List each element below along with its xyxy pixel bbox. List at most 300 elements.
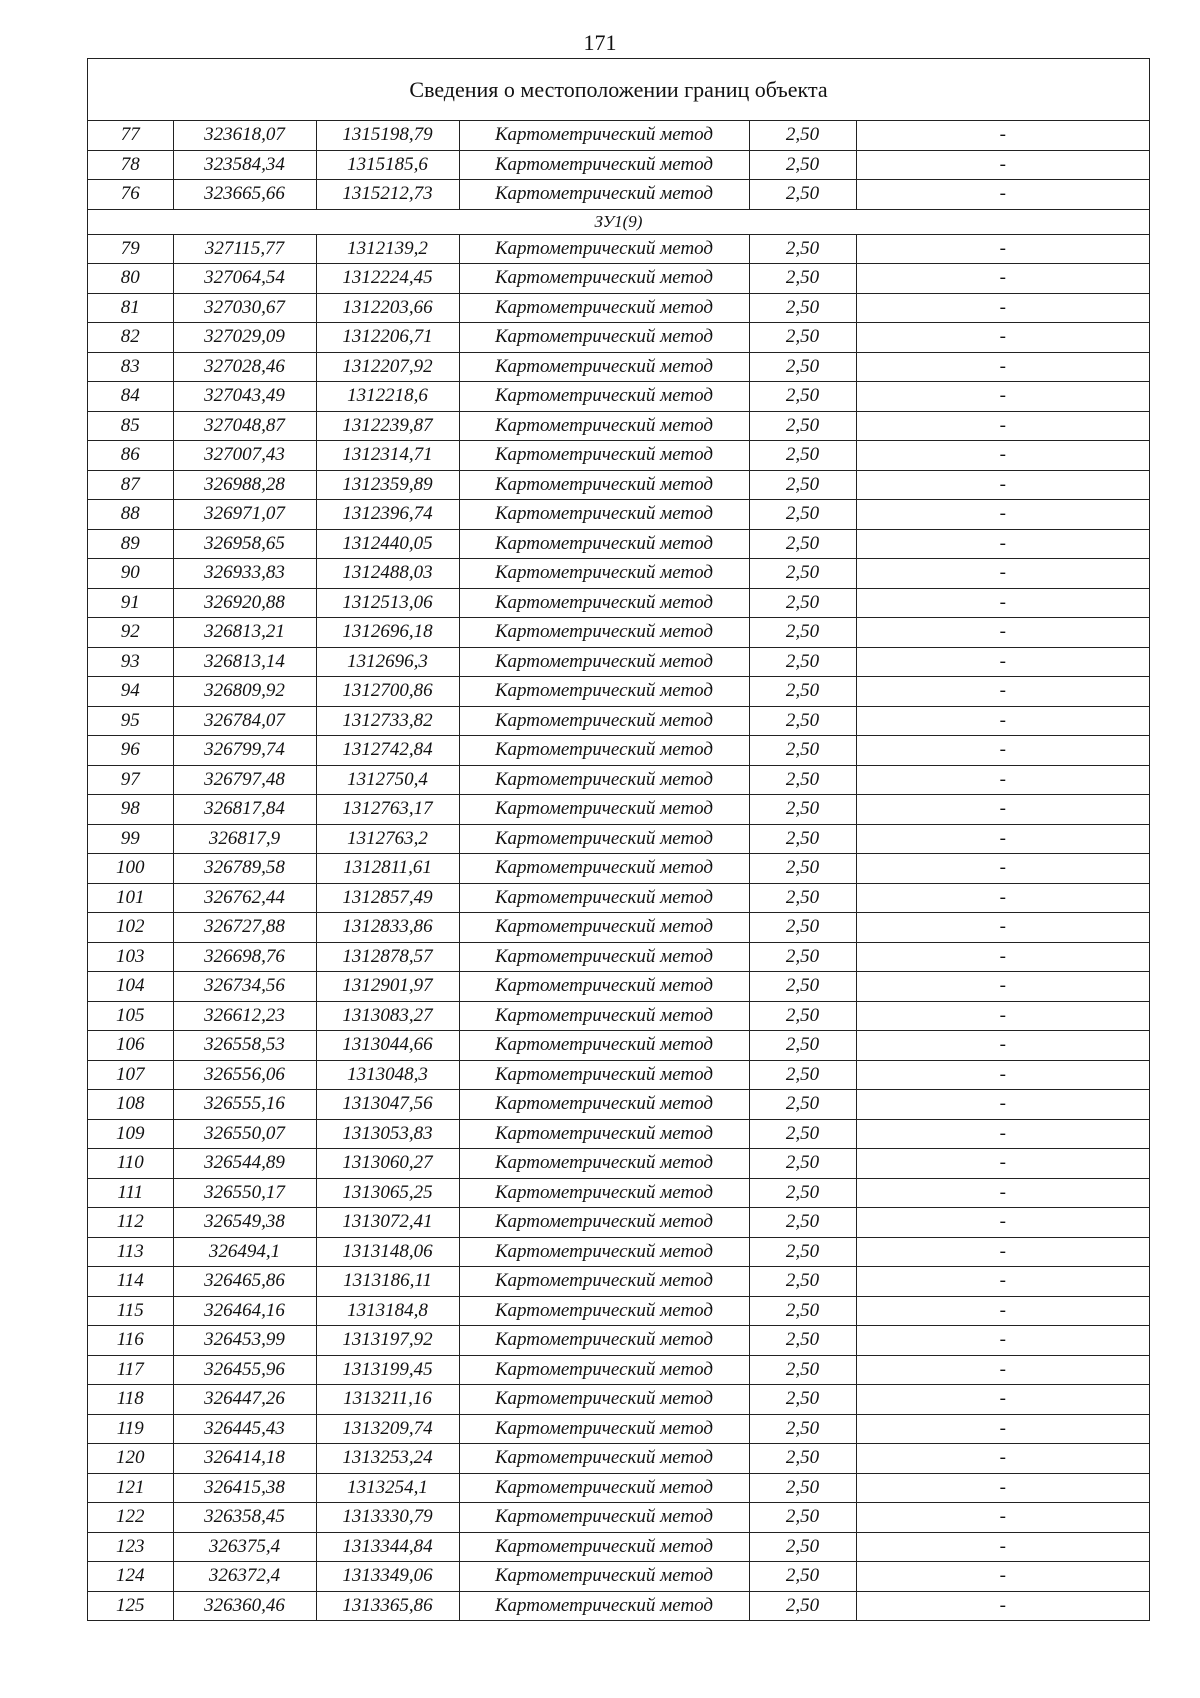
method-cell: Картометрический метод — [459, 706, 749, 736]
point-number-cell: 83 — [88, 352, 173, 382]
method-cell: Картометрический метод — [459, 1178, 749, 1208]
note-cell: - — [856, 470, 1149, 500]
table-row — [88, 913, 1149, 943]
y-coordinate-cell: 1312750,4 — [316, 765, 459, 795]
point-number-cell: 94 — [88, 677, 173, 707]
method-cell: Картометрический метод — [459, 1473, 749, 1503]
table-row — [88, 765, 1149, 795]
method-cell: Картометрический метод — [459, 1296, 749, 1326]
point-number-cell: 108 — [88, 1090, 173, 1120]
y-coordinate-cell: 1313065,25 — [316, 1178, 459, 1208]
point-number-cell: 122 — [88, 1503, 173, 1533]
point-number-cell: 91 — [88, 588, 173, 618]
y-coordinate-cell: 1313349,06 — [316, 1562, 459, 1592]
point-number-cell: 88 — [88, 500, 173, 530]
x-coordinate-cell: 326817,84 — [173, 795, 316, 825]
table-row — [88, 323, 1149, 353]
x-coordinate-cell: 326920,88 — [173, 588, 316, 618]
note-cell: - — [856, 382, 1149, 412]
method-cell: Картометрический метод — [459, 1532, 749, 1562]
x-coordinate-cell: 326789,58 — [173, 854, 316, 884]
table-row — [88, 1562, 1149, 1592]
table-row — [88, 1119, 1149, 1149]
table-row — [88, 1473, 1149, 1503]
accuracy-cell: 2,50 — [749, 411, 856, 441]
method-cell: Картометрический метод — [459, 1385, 749, 1415]
accuracy-cell: 2,50 — [749, 1178, 856, 1208]
table-row — [88, 647, 1149, 677]
method-cell: Картометрический метод — [459, 1060, 749, 1090]
table-row — [88, 1503, 1149, 1533]
table-row — [88, 1532, 1149, 1562]
method-cell: Картометрический метод — [459, 795, 749, 825]
accuracy-cell: 2,50 — [749, 470, 856, 500]
table-row — [88, 150, 1149, 180]
y-coordinate-cell: 1315198,79 — [316, 121, 459, 150]
y-coordinate-cell: 1313209,74 — [316, 1414, 459, 1444]
method-cell: Картометрический метод — [459, 1149, 749, 1179]
table-row — [88, 854, 1149, 884]
method-cell: Картометрический метод — [459, 824, 749, 854]
note-cell: - — [856, 1031, 1149, 1061]
accuracy-cell: 2,50 — [749, 854, 856, 884]
point-number-cell: 99 — [88, 824, 173, 854]
y-coordinate-cell: 1315185,6 — [316, 150, 459, 180]
accuracy-cell: 2,50 — [749, 824, 856, 854]
method-cell: Картометрический метод — [459, 854, 749, 884]
note-cell: - — [856, 1532, 1149, 1562]
method-cell: Картометрический метод — [459, 382, 749, 412]
table-row — [88, 1296, 1149, 1326]
table-row — [88, 972, 1149, 1002]
note-cell: - — [856, 1090, 1149, 1120]
note-cell: - — [856, 618, 1149, 648]
point-number-cell: 111 — [88, 1178, 173, 1208]
x-coordinate-cell: 326464,16 — [173, 1296, 316, 1326]
table-row — [88, 1178, 1149, 1208]
table-row — [88, 121, 1149, 150]
x-coordinate-cell: 326453,99 — [173, 1326, 316, 1356]
y-coordinate-cell: 1313072,41 — [316, 1208, 459, 1238]
table-row — [88, 1326, 1149, 1356]
y-coordinate-cell: 1313254,1 — [316, 1473, 459, 1503]
accuracy-cell: 2,50 — [749, 1208, 856, 1238]
point-number-cell: 114 — [88, 1267, 173, 1297]
point-number-cell: 84 — [88, 382, 173, 412]
point-number-cell: 77 — [88, 121, 173, 150]
table-row — [88, 1060, 1149, 1090]
x-coordinate-cell: 326988,28 — [173, 470, 316, 500]
x-coordinate-cell: 326612,23 — [173, 1001, 316, 1031]
table-row — [88, 1208, 1149, 1238]
method-cell: Картометрический метод — [459, 1326, 749, 1356]
note-cell: - — [856, 1208, 1149, 1238]
x-coordinate-cell: 326797,48 — [173, 765, 316, 795]
accuracy-cell: 2,50 — [749, 647, 856, 677]
method-cell: Картометрический метод — [459, 529, 749, 559]
method-cell: Картометрический метод — [459, 677, 749, 707]
method-cell: Картометрический метод — [459, 942, 749, 972]
table-row — [88, 1385, 1149, 1415]
x-coordinate-cell: 326558,53 — [173, 1031, 316, 1061]
note-cell: - — [856, 1414, 1149, 1444]
note-cell: - — [856, 1267, 1149, 1297]
table-row — [88, 1414, 1149, 1444]
method-cell: Картометрический метод — [459, 883, 749, 913]
method-cell: Картометрический метод — [459, 972, 749, 1002]
y-coordinate-cell: 1312440,05 — [316, 529, 459, 559]
x-coordinate-cell: 326817,9 — [173, 824, 316, 854]
y-coordinate-cell: 1313053,83 — [316, 1119, 459, 1149]
y-coordinate-cell: 1312763,2 — [316, 824, 459, 854]
point-number-cell: 96 — [88, 736, 173, 766]
method-cell: Картометрический метод — [459, 1031, 749, 1061]
x-coordinate-cell: 326445,43 — [173, 1414, 316, 1444]
point-number-cell: 105 — [88, 1001, 173, 1031]
accuracy-cell: 2,50 — [749, 293, 856, 323]
accuracy-cell: 2,50 — [749, 1119, 856, 1149]
accuracy-cell: 2,50 — [749, 1267, 856, 1297]
x-coordinate-cell: 326360,46 — [173, 1591, 316, 1620]
y-coordinate-cell: 1313083,27 — [316, 1001, 459, 1031]
y-coordinate-cell: 1312139,2 — [316, 234, 459, 264]
table-row — [88, 180, 1149, 210]
table-row — [88, 234, 1149, 264]
method-cell: Картометрический метод — [459, 121, 749, 150]
point-number-cell: 110 — [88, 1149, 173, 1179]
x-coordinate-cell: 326813,14 — [173, 647, 316, 677]
x-coordinate-cell: 327048,87 — [173, 411, 316, 441]
x-coordinate-cell: 326734,56 — [173, 972, 316, 1002]
accuracy-cell: 2,50 — [749, 883, 856, 913]
method-cell: Картометрический метод — [459, 1208, 749, 1238]
method-cell: Картометрический метод — [459, 1001, 749, 1031]
table-row — [88, 1444, 1149, 1474]
y-coordinate-cell: 1312314,71 — [316, 441, 459, 471]
table-row — [88, 736, 1149, 766]
x-coordinate-cell: 326556,06 — [173, 1060, 316, 1090]
x-coordinate-cell: 326813,21 — [173, 618, 316, 648]
method-cell: Картометрический метод — [459, 588, 749, 618]
table-row — [88, 264, 1149, 294]
note-cell: - — [856, 913, 1149, 943]
y-coordinate-cell: 1313047,56 — [316, 1090, 459, 1120]
method-cell: Картометрический метод — [459, 1090, 749, 1120]
method-cell: Картометрический метод — [459, 1237, 749, 1267]
accuracy-cell: 2,50 — [749, 1355, 856, 1385]
point-number-cell: 125 — [88, 1591, 173, 1620]
x-coordinate-cell: 326762,44 — [173, 883, 316, 913]
y-coordinate-cell: 1312359,89 — [316, 470, 459, 500]
y-coordinate-cell: 1312763,17 — [316, 795, 459, 825]
accuracy-cell: 2,50 — [749, 1237, 856, 1267]
x-coordinate-cell: 326494,1 — [173, 1237, 316, 1267]
y-coordinate-cell: 1313199,45 — [316, 1355, 459, 1385]
note-cell: - — [856, 1237, 1149, 1267]
accuracy-cell: 2,50 — [749, 1414, 856, 1444]
note-cell: - — [856, 854, 1149, 884]
accuracy-cell: 2,50 — [749, 1296, 856, 1326]
note-cell: - — [856, 1296, 1149, 1326]
x-coordinate-cell: 323618,07 — [173, 121, 316, 150]
x-coordinate-cell: 326958,65 — [173, 529, 316, 559]
point-number-cell: 81 — [88, 293, 173, 323]
y-coordinate-cell: 1313197,92 — [316, 1326, 459, 1356]
x-coordinate-cell: 327028,46 — [173, 352, 316, 382]
table-row — [88, 352, 1149, 382]
point-number-cell: 86 — [88, 441, 173, 471]
point-number-cell: 115 — [88, 1296, 173, 1326]
note-cell: - — [856, 795, 1149, 825]
method-cell: Картометрический метод — [459, 1503, 749, 1533]
accuracy-cell: 2,50 — [749, 1090, 856, 1120]
y-coordinate-cell: 1312733,82 — [316, 706, 459, 736]
note-cell: - — [856, 1355, 1149, 1385]
accuracy-cell: 2,50 — [749, 1562, 856, 1592]
note-cell: - — [856, 1060, 1149, 1090]
table-title: Сведения о местоположении границ объекта — [88, 59, 1149, 121]
note-cell: - — [856, 352, 1149, 382]
x-coordinate-cell: 327064,54 — [173, 264, 316, 294]
table-row — [88, 1591, 1149, 1620]
x-coordinate-cell: 326784,07 — [173, 706, 316, 736]
x-coordinate-cell: 326555,16 — [173, 1090, 316, 1120]
note-cell: - — [856, 500, 1149, 530]
table-row — [88, 618, 1149, 648]
y-coordinate-cell: 1312396,74 — [316, 500, 459, 530]
y-coordinate-cell: 1312857,49 — [316, 883, 459, 913]
note-cell: - — [856, 121, 1149, 150]
table-row — [88, 293, 1149, 323]
table-row — [88, 706, 1149, 736]
note-cell: - — [856, 1562, 1149, 1592]
accuracy-cell: 2,50 — [749, 500, 856, 530]
note-cell: - — [856, 677, 1149, 707]
section-row — [88, 209, 1149, 234]
x-coordinate-cell: 326549,38 — [173, 1208, 316, 1238]
method-cell: Картометрический метод — [459, 500, 749, 530]
point-number-cell: 78 — [88, 150, 173, 180]
x-coordinate-cell: 326414,18 — [173, 1444, 316, 1474]
y-coordinate-cell: 1313148,06 — [316, 1237, 459, 1267]
method-cell: Картометрический метод — [459, 1355, 749, 1385]
table-row — [88, 942, 1149, 972]
y-coordinate-cell: 1312833,86 — [316, 913, 459, 943]
note-cell: - — [856, 234, 1149, 264]
accuracy-cell: 2,50 — [749, 706, 856, 736]
accuracy-cell: 2,50 — [749, 795, 856, 825]
point-number-cell: 112 — [88, 1208, 173, 1238]
x-coordinate-cell: 327115,77 — [173, 234, 316, 264]
accuracy-cell: 2,50 — [749, 1532, 856, 1562]
method-cell: Картометрический метод — [459, 352, 749, 382]
y-coordinate-cell: 1312878,57 — [316, 942, 459, 972]
y-coordinate-cell: 1312696,3 — [316, 647, 459, 677]
note-cell: - — [856, 293, 1149, 323]
x-coordinate-cell: 327043,49 — [173, 382, 316, 412]
table-row — [88, 1001, 1149, 1031]
x-coordinate-cell: 326727,88 — [173, 913, 316, 943]
x-coordinate-cell: 326933,83 — [173, 559, 316, 589]
accuracy-cell: 2,50 — [749, 765, 856, 795]
accuracy-cell: 2,50 — [749, 1473, 856, 1503]
x-coordinate-cell: 326809,92 — [173, 677, 316, 707]
y-coordinate-cell: 1312218,6 — [316, 382, 459, 412]
method-cell: Картометрический метод — [459, 323, 749, 353]
point-number-cell: 118 — [88, 1385, 173, 1415]
y-coordinate-cell: 1312224,45 — [316, 264, 459, 294]
accuracy-cell: 2,50 — [749, 1591, 856, 1620]
note-cell: - — [856, 1326, 1149, 1356]
point-number-cell: 120 — [88, 1444, 173, 1474]
note-cell: - — [856, 736, 1149, 766]
point-number-cell: 123 — [88, 1532, 173, 1562]
x-coordinate-cell: 326550,07 — [173, 1119, 316, 1149]
method-cell: Картометрический метод — [459, 1267, 749, 1297]
point-number-cell: 104 — [88, 972, 173, 1002]
note-cell: - — [856, 150, 1149, 180]
note-cell: - — [856, 647, 1149, 677]
note-cell: - — [856, 1385, 1149, 1415]
x-coordinate-cell: 326544,89 — [173, 1149, 316, 1179]
y-coordinate-cell: 1313344,84 — [316, 1532, 459, 1562]
point-number-cell: 76 — [88, 180, 173, 210]
point-number-cell: 85 — [88, 411, 173, 441]
x-coordinate-cell: 323584,34 — [173, 150, 316, 180]
point-number-cell: 109 — [88, 1119, 173, 1149]
accuracy-cell: 2,50 — [749, 1001, 856, 1031]
boundary-points-table — [88, 121, 1149, 1620]
table-row — [88, 382, 1149, 412]
accuracy-cell: 2,50 — [749, 736, 856, 766]
x-coordinate-cell: 326455,96 — [173, 1355, 316, 1385]
method-cell: Картометрический метод — [459, 470, 749, 500]
y-coordinate-cell: 1312488,03 — [316, 559, 459, 589]
x-coordinate-cell: 326799,74 — [173, 736, 316, 766]
note-cell: - — [856, 264, 1149, 294]
note-cell: - — [856, 180, 1149, 210]
method-cell: Картометрический метод — [459, 180, 749, 210]
point-number-cell: 100 — [88, 854, 173, 884]
x-coordinate-cell: 326698,76 — [173, 942, 316, 972]
point-number-cell: 106 — [88, 1031, 173, 1061]
note-cell: - — [856, 323, 1149, 353]
accuracy-cell: 2,50 — [749, 150, 856, 180]
accuracy-cell: 2,50 — [749, 441, 856, 471]
note-cell: - — [856, 559, 1149, 589]
y-coordinate-cell: 1315212,73 — [316, 180, 459, 210]
note-cell: - — [856, 1149, 1149, 1179]
table-row — [88, 470, 1149, 500]
y-coordinate-cell: 1312696,18 — [316, 618, 459, 648]
x-coordinate-cell: 323665,66 — [173, 180, 316, 210]
y-coordinate-cell: 1313060,27 — [316, 1149, 459, 1179]
x-coordinate-cell: 326465,86 — [173, 1267, 316, 1297]
note-cell: - — [856, 529, 1149, 559]
point-number-cell: 97 — [88, 765, 173, 795]
note-cell: - — [856, 1444, 1149, 1474]
point-number-cell: 89 — [88, 529, 173, 559]
x-coordinate-cell: 326358,45 — [173, 1503, 316, 1533]
y-coordinate-cell: 1312206,71 — [316, 323, 459, 353]
y-coordinate-cell: 1312742,84 — [316, 736, 459, 766]
note-cell: - — [856, 1119, 1149, 1149]
method-cell: Картометрический метод — [459, 150, 749, 180]
accuracy-cell: 2,50 — [749, 234, 856, 264]
note-cell: - — [856, 411, 1149, 441]
point-number-cell: 90 — [88, 559, 173, 589]
boundary-table-sheet — [87, 58, 1150, 1621]
accuracy-cell: 2,50 — [749, 1149, 856, 1179]
accuracy-cell: 2,50 — [749, 1503, 856, 1533]
y-coordinate-cell: 1312811,61 — [316, 854, 459, 884]
x-coordinate-cell: 326372,4 — [173, 1562, 316, 1592]
note-cell: - — [856, 1178, 1149, 1208]
point-number-cell: 121 — [88, 1473, 173, 1503]
point-number-cell: 79 — [88, 234, 173, 264]
method-cell: Картометрический метод — [459, 647, 749, 677]
method-cell: Картометрический метод — [459, 1562, 749, 1592]
table-row — [88, 1149, 1149, 1179]
point-number-cell: 92 — [88, 618, 173, 648]
table-row — [88, 441, 1149, 471]
table-row — [88, 1355, 1149, 1385]
accuracy-cell: 2,50 — [749, 677, 856, 707]
y-coordinate-cell: 1312700,86 — [316, 677, 459, 707]
note-cell: - — [856, 441, 1149, 471]
method-cell: Картометрический метод — [459, 736, 749, 766]
point-number-cell: 103 — [88, 942, 173, 972]
y-coordinate-cell: 1313048,3 — [316, 1060, 459, 1090]
note-cell: - — [856, 1001, 1149, 1031]
table-row — [88, 883, 1149, 913]
method-cell: Картометрический метод — [459, 559, 749, 589]
accuracy-cell: 2,50 — [749, 529, 856, 559]
x-coordinate-cell: 326971,07 — [173, 500, 316, 530]
accuracy-cell: 2,50 — [749, 972, 856, 1002]
point-number-cell: 82 — [88, 323, 173, 353]
accuracy-cell: 2,50 — [749, 1060, 856, 1090]
y-coordinate-cell: 1313044,66 — [316, 1031, 459, 1061]
method-cell: Картометрический метод — [459, 913, 749, 943]
accuracy-cell: 2,50 — [749, 180, 856, 210]
accuracy-cell: 2,50 — [749, 382, 856, 412]
y-coordinate-cell: 1312203,66 — [316, 293, 459, 323]
x-coordinate-cell: 326447,26 — [173, 1385, 316, 1415]
method-cell: Картометрический метод — [459, 264, 749, 294]
table-row — [88, 500, 1149, 530]
note-cell: - — [856, 765, 1149, 795]
method-cell: Картометрический метод — [459, 441, 749, 471]
point-number-cell: 124 — [88, 1562, 173, 1592]
method-cell: Картометрический метод — [459, 1119, 749, 1149]
table-row — [88, 411, 1149, 441]
page-number: 171 — [583, 30, 617, 55]
point-number-cell: 107 — [88, 1060, 173, 1090]
table-row — [88, 529, 1149, 559]
point-number-cell: 80 — [88, 264, 173, 294]
x-coordinate-cell: 327029,09 — [173, 323, 316, 353]
note-cell: - — [856, 588, 1149, 618]
table-row — [88, 1267, 1149, 1297]
accuracy-cell: 2,50 — [749, 352, 856, 382]
method-cell: Картометрический метод — [459, 1414, 749, 1444]
point-number-cell: 98 — [88, 795, 173, 825]
accuracy-cell: 2,50 — [749, 1326, 856, 1356]
section-label: ЗУ1(9) — [88, 209, 1149, 234]
point-number-cell: 95 — [88, 706, 173, 736]
table-row — [88, 795, 1149, 825]
